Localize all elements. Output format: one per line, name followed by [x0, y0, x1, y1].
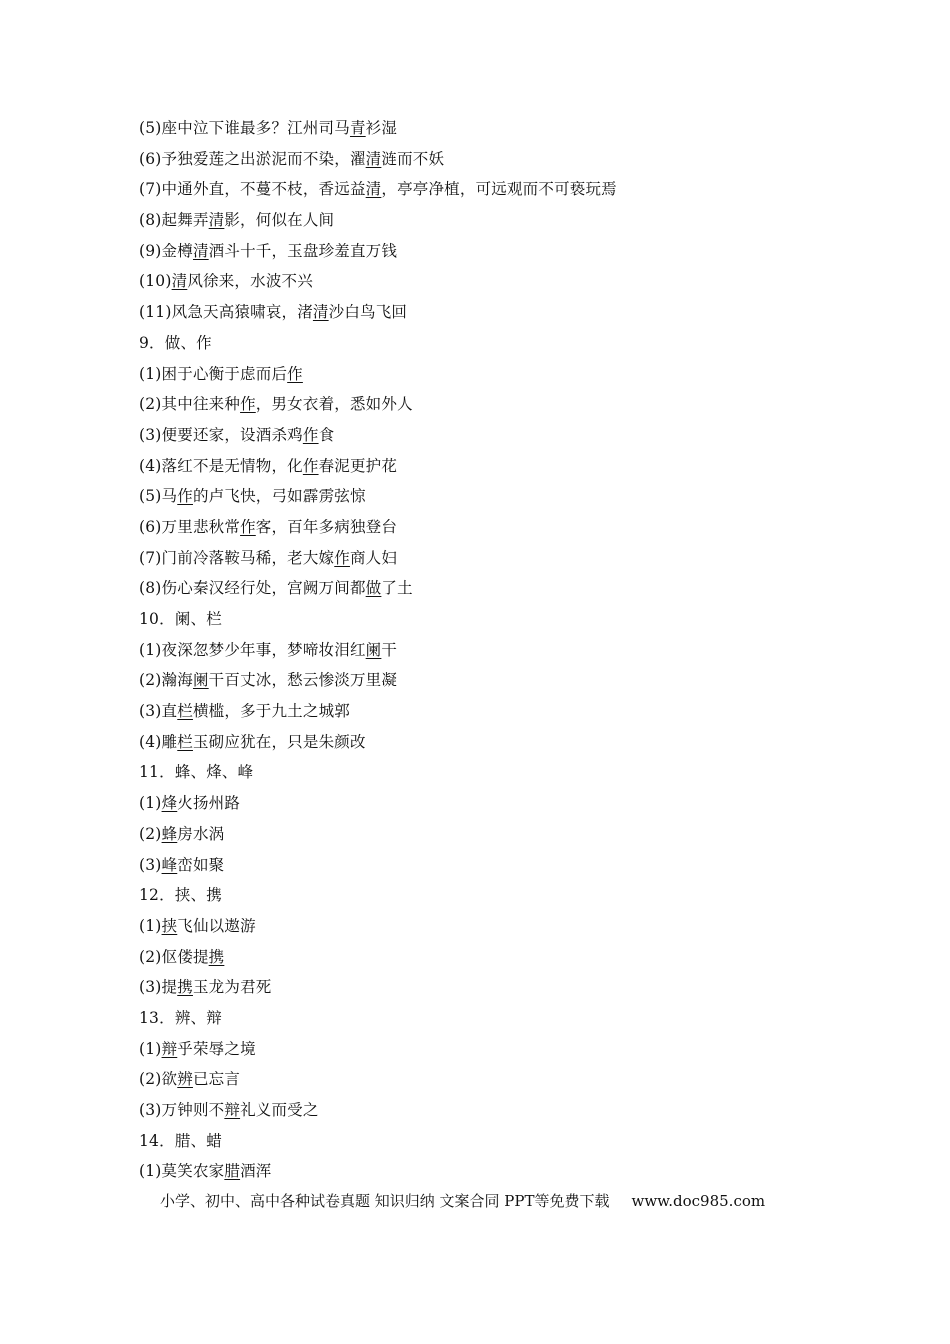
line-text: ，男女衣着，悉如外人: [255, 395, 413, 414]
line-text: (1): [139, 794, 162, 813]
example-line: [139, 850, 839, 881]
line-text: (4)雕: [139, 732, 178, 751]
line-text: (6)万里悲秋常: [139, 517, 241, 536]
line-text: 沙白鸟飞回: [328, 303, 408, 322]
example-line: [139, 911, 839, 942]
line-text: 礼义而受之: [240, 1101, 319, 1119]
line-text: 9．做、作: [139, 333, 212, 352]
document-body: [139, 113, 839, 1187]
example-line: [139, 144, 839, 175]
line-text: 14．腊、蜡: [139, 1131, 222, 1150]
example-line: [139, 205, 839, 236]
line-text: 已忘言: [192, 1070, 241, 1089]
underlined-char: 作: [287, 364, 303, 383]
line-text: 酒斗十千，玉盘珍羞直万钱: [208, 241, 398, 260]
line-text: (6)予独爱莲之出淤泥而不染，濯: [139, 149, 366, 168]
line-text: (11)风急天高猿啸哀，渚: [139, 303, 313, 322]
line-text: (1)莫笑农家: [139, 1162, 225, 1181]
example-line: [139, 297, 839, 328]
section-heading: [139, 880, 839, 911]
footer-text: 小学、初中、高中各种试卷真题 知识归纳 文案合同 PPT等免费下载: [160, 1192, 610, 1210]
line-text: (4)落红不是无情物，化: [139, 456, 303, 475]
line-text: (2)瀚海: [139, 671, 193, 690]
line-text: ，亭亭净植，可远观而不可亵玩焉: [381, 180, 617, 199]
example-line: [139, 359, 839, 390]
underlined-char: 腊: [224, 1162, 241, 1181]
underlined-char: 栏: [177, 702, 193, 721]
example-line: [139, 543, 839, 574]
section-heading: [139, 328, 839, 359]
line-text: 涟而不妖: [381, 149, 445, 168]
line-text: (1)困于心衡于虑而后: [139, 364, 288, 383]
underlined-char: 辨: [177, 1070, 193, 1089]
line-text: (9)金樽: [139, 241, 193, 260]
line-text: 的卢飞快，弓如霹雳弦惊: [192, 487, 366, 506]
line-text: (5)座中泣下谁最多？江州司马: [139, 119, 350, 137]
underlined-char: 阑: [192, 671, 209, 690]
example-line: [139, 481, 839, 512]
example-line: [139, 512, 839, 543]
underlined-char: 做: [365, 579, 382, 598]
line-text: (2)欲: [139, 1070, 178, 1089]
line-text: 干百丈冰，愁云惨淡万里凝: [208, 671, 398, 690]
line-text: 玉砌应犹在，只是朱颜改: [192, 732, 366, 751]
example-line: [139, 727, 839, 758]
example-line: [139, 573, 839, 604]
line-text: 商人妇: [349, 548, 398, 567]
example-line: [139, 696, 839, 727]
underlined-char: 清: [171, 272, 188, 291]
line-text: (1): [139, 1039, 162, 1058]
line-text: (1): [139, 916, 162, 935]
line-text: (3)提: [139, 978, 178, 997]
line-text: (3)万钟则不: [139, 1101, 225, 1119]
line-text: 玉龙为君死: [192, 978, 272, 997]
underlined-char: 清: [365, 149, 382, 168]
example-line: [139, 1064, 839, 1095]
underlined-char: 携: [177, 978, 193, 997]
line-text: (2)其中往来种: [139, 395, 241, 414]
section-heading: [139, 604, 839, 635]
line-text: 10．阑、栏: [139, 610, 222, 628]
section-heading: [139, 1126, 839, 1157]
line-text: 酒浑: [240, 1162, 272, 1181]
line-text: (8)伤心秦汉经行处，宫阙万间都: [139, 579, 366, 598]
line-text: (7)门前冷落鞍马稀，老大嫁: [139, 548, 335, 567]
line-text: 衫湿: [365, 119, 398, 137]
line-text: 火扬州路: [177, 794, 241, 813]
underlined-char: 峰: [161, 855, 178, 874]
line-text: 11．蜂、烽、峰: [139, 763, 254, 782]
underlined-char: 清: [208, 211, 225, 230]
underlined-char: 携: [208, 947, 225, 966]
underlined-char: 烽: [161, 794, 178, 813]
example-line: [139, 1095, 839, 1126]
underlined-char: 辩: [161, 1039, 178, 1058]
line-text: 了土: [381, 579, 413, 598]
line-text: (2): [139, 824, 162, 843]
line-text: 乎荣辱之境: [177, 1039, 256, 1058]
line-text: (2)伛偻提: [139, 947, 209, 966]
example-line: [139, 665, 839, 696]
underlined-char: 作: [302, 456, 319, 475]
underlined-char: 辩: [224, 1101, 241, 1119]
example-line: [139, 236, 839, 267]
underlined-char: 作: [334, 548, 350, 567]
footer-site-link[interactable]: www.doc985.com: [631, 1192, 766, 1210]
example-line: [139, 389, 839, 420]
line-text: (8)起舞弄: [139, 211, 209, 230]
underlined-char: 栏: [177, 732, 193, 751]
underlined-char: 清: [192, 241, 209, 260]
example-line: [139, 972, 839, 1003]
example-line: [139, 635, 839, 666]
line-text: 客，百年多病独登台: [255, 517, 398, 536]
underlined-char: 蜂: [161, 824, 178, 843]
underlined-char: 清: [312, 303, 329, 322]
example-line: [139, 1034, 839, 1065]
line-text: 峦如聚: [177, 855, 225, 874]
underlined-char: 作: [240, 517, 256, 536]
line-text: 横槛，多于九土之城郭: [192, 702, 350, 721]
example-line: [139, 788, 839, 819]
example-line: [139, 174, 839, 205]
line-text: (5)马: [139, 487, 178, 506]
line-text: 春泥更护花: [318, 456, 398, 475]
line-text: 12．挟、携: [139, 886, 222, 905]
example-line: [139, 266, 839, 297]
line-text: (3): [139, 855, 162, 874]
example-line: [139, 113, 839, 144]
line-text: 干: [381, 640, 398, 659]
example-line: [139, 942, 839, 973]
page-footer: [160, 1189, 840, 1213]
line-text: 影，何似在人间: [224, 211, 335, 230]
line-text: (10): [139, 272, 172, 291]
line-text: (3)直: [139, 702, 178, 721]
line-text: 食: [318, 425, 335, 444]
example-line: [139, 1156, 839, 1187]
line-text: (1)夜深忽梦少年事，梦啼妆泪红: [139, 640, 366, 659]
line-text: 风徐来，水波不兴: [187, 272, 313, 291]
underlined-char: 作: [240, 395, 256, 414]
line-text: (7)中通外直，不蔓不枝，香远益: [139, 180, 366, 199]
example-line: [139, 420, 839, 451]
line-text: (3)便要还家，设酒杀鸡: [139, 425, 303, 444]
underlined-char: 阑: [365, 640, 382, 659]
example-line: [139, 819, 839, 850]
underlined-char: 作: [177, 487, 193, 506]
underlined-char: 作: [302, 425, 319, 444]
underlined-char: 挟: [161, 916, 178, 935]
underlined-char: 清: [365, 180, 382, 199]
line-text: 13．辨、辩: [139, 1008, 222, 1027]
section-heading: [139, 757, 839, 788]
line-text: 房水涡: [177, 824, 225, 843]
example-line: [139, 451, 839, 482]
section-heading: [139, 1003, 839, 1034]
underlined-char: 青: [349, 119, 366, 137]
line-text: 飞仙以遨游: [177, 916, 256, 935]
